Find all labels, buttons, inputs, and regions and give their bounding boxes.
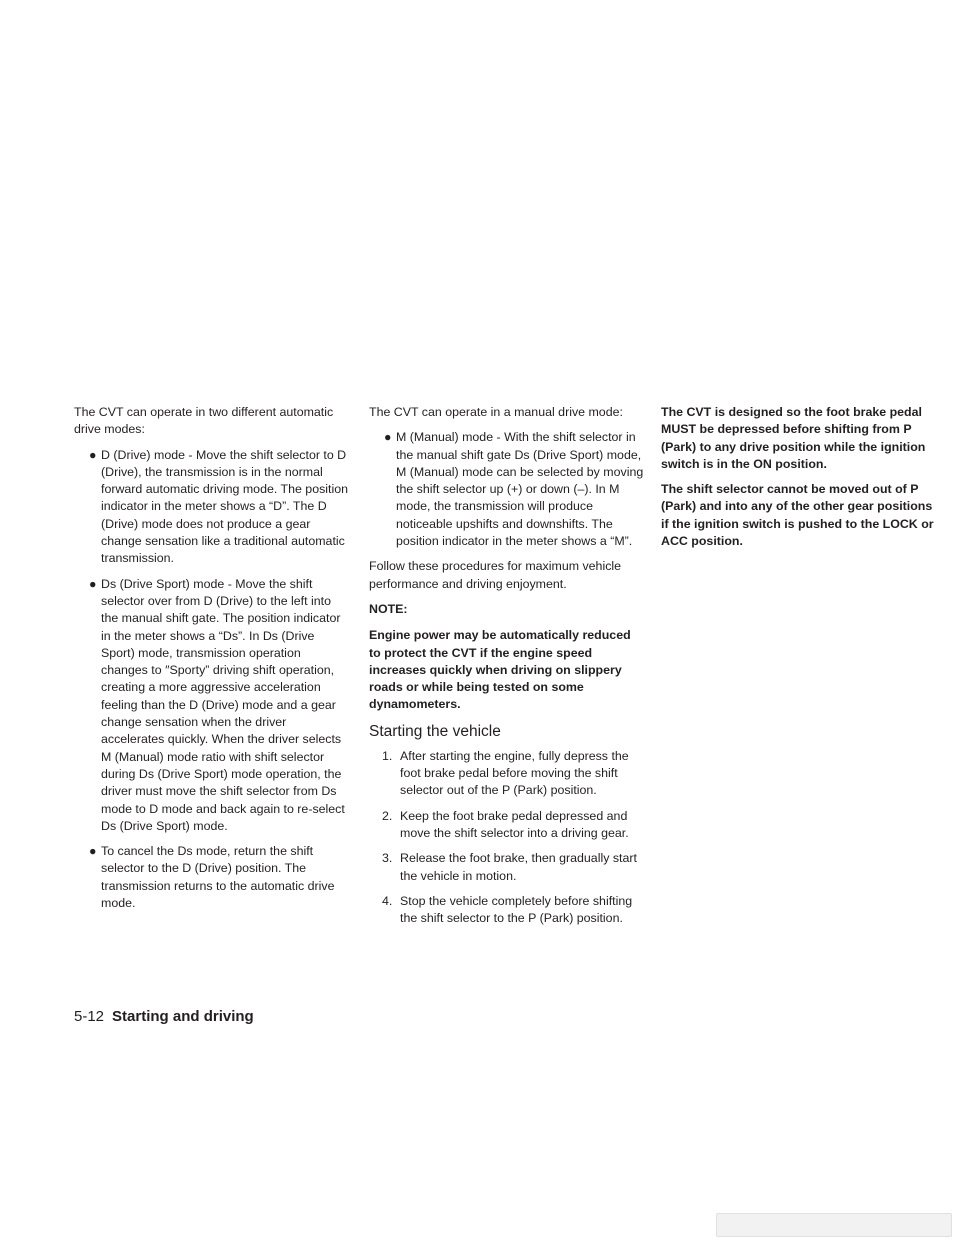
column-3 [661, 404, 936, 558]
list-item [74, 447, 349, 568]
list-item [74, 576, 349, 835]
steps-list [369, 748, 644, 928]
watermark-logo [716, 1213, 952, 1237]
column-1 [74, 404, 349, 920]
bullet-icon: ● [89, 576, 97, 591]
step-text: After starting the engine, fully depress the foot brake pedal before moving the shift selector out of the P (Park) position. [400, 748, 629, 798]
section-heading: Starting the vehicle [369, 722, 501, 740]
col1-bullet-list [74, 447, 349, 913]
page-footer [74, 1008, 254, 1025]
bullet-text: M (Manual) mode - With the shift selector in the manual shift gate Ds (Drive Sport) mode, M (Manual) mode can be selected by moving the shift selector up (+) or down (–). In M mode, the transmission will produce noticeable upshifts and downshifts. The position indicator in the meter shows a “M”. [396, 430, 644, 549]
list-item [369, 429, 644, 550]
section-title: Starting and driving [112, 1008, 254, 1025]
note-label: NOTE: [369, 601, 408, 616]
step-text: Keep the foot brake pedal depressed and move the shift selector into a driving gear. [400, 808, 629, 840]
step-number: 3. [382, 851, 393, 866]
list-item [369, 748, 644, 800]
step-number: 4. [382, 893, 393, 908]
bullet-text: Ds (Drive Sport) mode - Move the shift selector over from D (Drive) to the left into the manual shift gate. The position indicator in the meter shows a “Ds”. In Ds (Drive Sport) mode, transmission operation changes to ″Sporty” driving shift operation, creating a more aggressive acceleration feeling than the D (Drive) mode and a gear change sensation when the driver accelerates quickly. When the driver selects M (Manual) mode ratio with shift selector during Ds (Drive Sport) mode operation, the driver must move the shift selector from Ds mode to D mode and back again to re-select Ds (Drive Sport) mode. [101, 576, 345, 833]
bullet-icon: ● [89, 844, 97, 859]
step-number: 2. [382, 808, 393, 823]
warning-para-1: The CVT is designed so the foot brake pedal MUST be depressed before shifting from P (Park) to any drive position while the ignition switch is in the ON position. [661, 405, 926, 471]
col2-bullet-list [369, 429, 644, 550]
list-item [369, 850, 644, 885]
bullet-icon: ● [89, 447, 97, 462]
page-number: 5-12 [74, 1008, 105, 1025]
step-text: Release the foot brake, then gradually start the vehicle in motion. [400, 851, 637, 883]
warning-para-2: The shift selector cannot be moved out of P (Park) and into any of the other gear positions if the ignition switch is pushed to the LOCK or ACC position. [661, 482, 934, 549]
procedures-text: Follow these procedures for maximum vehicle performance and driving enjoyment. [369, 559, 622, 591]
col2-intro: The CVT can operate in a manual drive mode: [369, 405, 623, 419]
note-text: Engine power may be automatically reduced to protect the CVT if the engine speed increases quickly when driving on slippery roads or while being tested on some dynamometers. [369, 628, 631, 712]
list-item [369, 893, 644, 928]
column-2 [369, 404, 644, 935]
list-item [74, 843, 349, 912]
bullet-text: D (Drive) mode - Move the shift selector to D (Drive), the transmission is in the normal forward automatic driving mode. The position indicator in the meter shows a “D”. The D (Drive) mode does not produce a gear change sensation like a traditional automatic transmission. [101, 447, 349, 566]
step-number: 1. [382, 748, 393, 763]
list-item [369, 808, 644, 843]
step-text: Stop the vehicle completely before shifting the shift selector to the P (Park) position. [400, 893, 633, 926]
bullet-icon: ● [384, 430, 392, 445]
bullet-text: To cancel the Ds mode, return the shift selector to the D (Drive) position. The transmission returns to the automatic drive mode. [101, 844, 335, 911]
col1-intro: The CVT can operate in two different automatic drive modes: [74, 405, 334, 437]
